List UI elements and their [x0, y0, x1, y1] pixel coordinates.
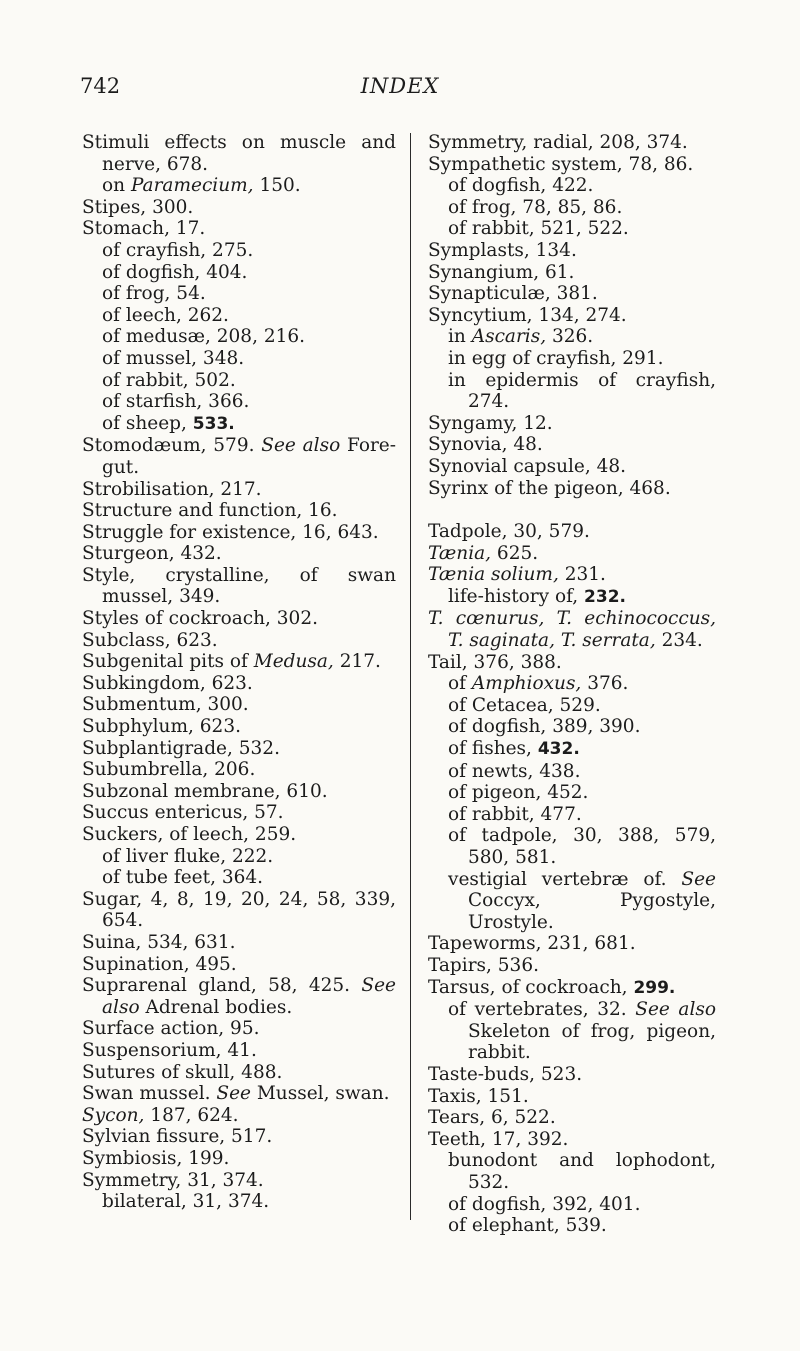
- entry-text-italic: Paramecium,: [130, 175, 254, 197]
- index-entry: [82, 716, 396, 738]
- index-entry: [82, 1040, 396, 1062]
- entry-text: of frog, 78, 85, 86.: [448, 196, 623, 218]
- index-entry: [82, 954, 396, 976]
- index-subentry: [428, 738, 716, 761]
- entry-text: Stomach, 17.: [82, 218, 206, 240]
- entry-text-italic: See: [681, 868, 716, 890]
- index-entry: [428, 154, 716, 176]
- index-entry: [82, 651, 396, 673]
- index-entry: [82, 608, 396, 630]
- index-entry: [428, 977, 716, 1000]
- entry-text: Subclass, 623.: [82, 629, 218, 651]
- index-subentry: [82, 370, 396, 392]
- index-entry: [428, 413, 716, 435]
- entry-text: Adrenal bodies.: [139, 996, 293, 1018]
- entry-text: life-history of,: [448, 585, 585, 607]
- entry-text: Syrinx of the pigeon, 468.: [428, 477, 671, 499]
- entry-text: of dogfish, 422.: [448, 175, 594, 197]
- entry-text: Symmetry, radial, 208, 374.: [428, 132, 688, 153]
- entry-text-italic: Amphioxus,: [471, 673, 582, 695]
- index-entry: [82, 543, 396, 565]
- entry-text-italic: Sycon,: [82, 1104, 145, 1126]
- entry-text: Suckers, of leech, 259.: [82, 824, 297, 845]
- entry-text: vestigial vertebræ of.: [448, 868, 682, 890]
- entry-text: of starfish, 366.: [102, 391, 250, 413]
- entry-text: of dogfish, 392, 401.: [448, 1193, 641, 1215]
- index-subentry: [428, 175, 716, 197]
- entry-text: Tail, 376, 388.: [428, 651, 562, 673]
- index-entry: [82, 781, 396, 803]
- entry-text: Symmetry, 31, 374.: [82, 1169, 264, 1191]
- entry-text: Sugar, 4, 8, 19, 20, 24, 58, 339, 654.: [82, 888, 396, 932]
- entry-text: 217.: [333, 651, 381, 673]
- index-entry: [82, 522, 396, 544]
- index-subentry: [82, 283, 396, 305]
- index-subentry: [428, 869, 716, 934]
- entry-text: of rabbit, 502.: [102, 369, 236, 391]
- entry-text: of mussel, 348.: [102, 347, 245, 369]
- index-subentry: [82, 240, 396, 262]
- index-subentry: [428, 586, 716, 609]
- index-subentry: [428, 782, 716, 804]
- entry-text: 231.: [558, 564, 606, 586]
- index-entry: [428, 434, 716, 456]
- index-subentry: [428, 804, 716, 826]
- entry-text: of pigeon, 452.: [448, 782, 589, 804]
- index-column-left: [82, 132, 396, 1213]
- entry-text: Tears, 6, 522.: [428, 1107, 556, 1129]
- index-entry: [82, 975, 396, 1018]
- entry-text: Sylvian fissure, 517.: [82, 1126, 273, 1148]
- index-subentry: [428, 370, 716, 413]
- entry-text: Styles of cockroach, 302.: [82, 608, 318, 630]
- entry-text: Sympathetic system, 78, 86.: [428, 153, 694, 175]
- entry-text: of sheep,: [102, 412, 193, 434]
- entry-text: of tadpole, 30, 388, 579, 580, 581.: [448, 825, 716, 868]
- index-subentry: [428, 326, 716, 348]
- entry-text: Suprarenal gland, 58, 425.: [82, 975, 362, 997]
- entry-text-italic: See: [216, 1083, 251, 1105]
- index-entry: [428, 305, 716, 327]
- index-entry: [82, 802, 396, 824]
- index-entry: [82, 197, 396, 219]
- entry-text: bunodont and lophodont, 532.: [448, 1150, 716, 1193]
- entry-text: of rabbit, 477.: [448, 803, 582, 825]
- entry-text: Sutures of skull, 488.: [82, 1061, 283, 1083]
- entry-text: Tadpole, 30, 579.: [428, 521, 590, 543]
- index-entry: [428, 1107, 716, 1129]
- index-entry: [82, 1148, 396, 1170]
- index-entry: [82, 889, 396, 932]
- entry-text: Stipes, 300.: [82, 196, 194, 218]
- entry-text: of crayfish, 275.: [102, 239, 254, 261]
- index-subentry: [82, 413, 396, 436]
- index-subentry: [82, 348, 396, 370]
- entry-text: Skeleton of frog, pigeon, rabbit.: [468, 1020, 716, 1064]
- entry-text: Coccyx, Pygostyle, Urostyle.: [468, 890, 716, 933]
- index-subentry: [428, 197, 716, 219]
- entry-text: Succus entericus, 57.: [82, 802, 284, 824]
- entry-text: Tapirs, 536.: [428, 954, 539, 976]
- entry-text-italic: Medusa,: [253, 651, 334, 673]
- index-subentry: [428, 348, 716, 370]
- index-subentry: [82, 867, 396, 889]
- index-entry: [428, 933, 716, 955]
- entry-text: Syngamy, 12.: [428, 412, 553, 434]
- entry-text: Subphylum, 623.: [82, 716, 241, 738]
- entry-text: 625.: [491, 542, 539, 564]
- entry-text-italic: Tænia solium,: [428, 564, 559, 586]
- index-entry: [428, 1086, 716, 1108]
- index-column-right: [428, 132, 716, 1237]
- index-entry: [82, 1105, 396, 1127]
- index-entry: [82, 694, 396, 716]
- entry-text: of fishes,: [448, 738, 538, 760]
- entry-text-italic: Tænia,: [428, 542, 492, 564]
- index-entry: [428, 652, 716, 674]
- index-subentry: [428, 1215, 716, 1237]
- index-entry: [82, 435, 396, 478]
- entry-text: Suina, 534, 631.: [82, 931, 236, 953]
- entry-text: Synapticulæ, 381.: [428, 283, 598, 305]
- index-entry: [82, 479, 396, 501]
- entry-text: on: [102, 175, 131, 197]
- entry-text: of medusæ, 208, 216.: [102, 326, 306, 348]
- entry-text: of: [448, 673, 472, 695]
- index-entry: [428, 543, 716, 565]
- index-entry: [82, 759, 396, 781]
- entry-text: 187, 624.: [144, 1104, 239, 1126]
- entry-text: Struggle for existence, 16, 643.: [82, 521, 379, 543]
- index-entry: [82, 565, 396, 608]
- index-entry: [428, 1064, 716, 1086]
- index-entry: [428, 521, 716, 543]
- entry-text: Subgenital pits of: [82, 651, 254, 673]
- index-entry: [428, 608, 716, 651]
- index-subentry: [428, 1150, 716, 1193]
- index-subentry: [428, 218, 716, 240]
- entry-text-italic: See also: [102, 975, 396, 1018]
- index-subentry: [82, 175, 396, 197]
- index-entry: [82, 1126, 396, 1148]
- entry-text: Supination, 495.: [82, 953, 237, 975]
- entry-text: Synangium, 61.: [428, 261, 575, 283]
- index-entry: [428, 456, 716, 478]
- index-entry: [82, 1062, 396, 1084]
- entry-text: 234.: [655, 630, 703, 652]
- entry-text: Syncytium, 134, 274.: [428, 304, 627, 326]
- entry-text: Mussel, swan.: [250, 1083, 390, 1105]
- index-subentry: [82, 1191, 396, 1213]
- entry-page-ref-bold: 533.: [192, 413, 235, 434]
- index-entry: [428, 955, 716, 977]
- index-entry: [82, 1083, 396, 1105]
- index-subentry: [428, 673, 716, 695]
- page-number: 742: [80, 74, 121, 98]
- entry-text: of vertebrates, 32.: [448, 999, 636, 1021]
- entry-text: in egg of crayfish, 291.: [448, 347, 664, 369]
- index-entry: [428, 132, 716, 154]
- index-entry: [82, 500, 396, 522]
- index-entry: [428, 240, 716, 262]
- entry-text: in epidermis of crayfish, 274.: [448, 369, 716, 413]
- entry-text: Fore-gut.: [102, 435, 396, 478]
- entry-text: Stomodæum, 579.: [82, 435, 262, 457]
- index-subentry: [82, 846, 396, 868]
- entry-text: of dogfish, 389, 390.: [448, 716, 641, 738]
- entry-text: Submentum, 300.: [82, 694, 249, 716]
- entry-page-ref-bold: 299.: [633, 977, 676, 998]
- entry-text: Symbiosis, 199.: [82, 1147, 230, 1169]
- entry-text-italic: See also: [261, 435, 341, 457]
- index-subentry: [428, 695, 716, 717]
- entry-text-italic: See also: [635, 999, 716, 1021]
- entry-text: Teeth, 17, 392.: [428, 1128, 569, 1150]
- entry-text: Surface action, 95.: [82, 1018, 260, 1040]
- entry-text: Symplasts, 134.: [428, 239, 577, 261]
- entry-text: of leech, 262.: [102, 304, 229, 326]
- entry-text: of liver fluke, 222.: [102, 845, 274, 867]
- entry-text: Subzonal membrane, 610.: [82, 780, 328, 802]
- entry-text-italic: T. cœnurus, T. echinococcus, T. saginata, T. serrata,: [428, 608, 716, 652]
- index-entry: [82, 824, 396, 846]
- index-entry: [82, 1018, 396, 1040]
- running-title: INDEX: [360, 74, 440, 98]
- entry-text: 150.: [253, 175, 301, 197]
- entry-text: Swan mussel.: [82, 1083, 217, 1105]
- entry-text-italic: Ascaris,: [471, 326, 547, 348]
- index-entry: [82, 673, 396, 695]
- index-subentry: [82, 305, 396, 327]
- entry-page-ref-bold: 232.: [584, 586, 626, 607]
- index-entry: [82, 1170, 396, 1192]
- entry-text: Sturgeon, 432.: [82, 543, 222, 565]
- entry-text: Subplantigrade, 532.: [82, 737, 280, 759]
- entry-text: Taste-buds, 523.: [428, 1063, 583, 1085]
- index-entry: [428, 564, 716, 586]
- index-subentry: [82, 326, 396, 348]
- index-entry: [82, 738, 396, 760]
- entry-text: of tube feet, 364.: [102, 867, 264, 889]
- index-entry: [428, 1129, 716, 1151]
- index-entry: [428, 283, 716, 305]
- index-subentry: [82, 391, 396, 413]
- entry-text: of Cetacea, 529.: [448, 694, 601, 716]
- entry-text: Subumbrella, 206.: [82, 759, 256, 781]
- entry-text: Synovial capsule, 48.: [428, 455, 627, 477]
- entry-text: in: [448, 326, 472, 348]
- entry-text: Tapeworms, 231, 681.: [428, 933, 636, 955]
- entry-page-ref-bold: 432.: [537, 739, 580, 760]
- entry-text: Subkingdom, 623.: [82, 672, 253, 694]
- entry-text: of dogfish, 404.: [102, 261, 248, 283]
- entry-text: Style, crystalline, of swan mussel, 349.: [82, 564, 396, 608]
- entry-text: Suspensorium, 41.: [82, 1039, 257, 1061]
- entry-text: Tarsus, of cockroach,: [428, 976, 634, 998]
- index-entry: [82, 932, 396, 954]
- entry-text: of newts, 438.: [448, 760, 581, 782]
- entry-text: Structure and function, 16.: [82, 500, 338, 522]
- index-entry: [82, 630, 396, 652]
- index-entry: [82, 218, 396, 240]
- entry-text: Strobilisation, 217.: [82, 478, 262, 500]
- entry-text: of elephant, 539.: [448, 1215, 607, 1237]
- column-divider: [410, 133, 411, 1220]
- entry-text: 376.: [581, 673, 629, 695]
- index-subentry: [428, 999, 716, 1064]
- entry-text: bilateral, 31, 374.: [102, 1191, 270, 1213]
- entry-text: Synovia, 48.: [428, 434, 543, 456]
- entry-text: Taxis, 151.: [428, 1085, 529, 1107]
- page-header: [0, 74, 800, 106]
- index-entry: [428, 262, 716, 284]
- entry-text: Stimuli effects on muscle and nerve, 678.: [82, 132, 396, 175]
- index-subentry: [428, 1194, 716, 1216]
- index-entry: [428, 478, 716, 500]
- index-subentry: [82, 262, 396, 284]
- entry-text: of rabbit, 521, 522.: [448, 218, 629, 240]
- entry-text: 326.: [546, 326, 594, 348]
- index-subentry: [428, 761, 716, 783]
- entry-text: of frog, 54.: [102, 283, 206, 305]
- index-subentry: [428, 825, 716, 868]
- index-entry: [82, 132, 396, 175]
- index-subentry: [428, 716, 716, 738]
